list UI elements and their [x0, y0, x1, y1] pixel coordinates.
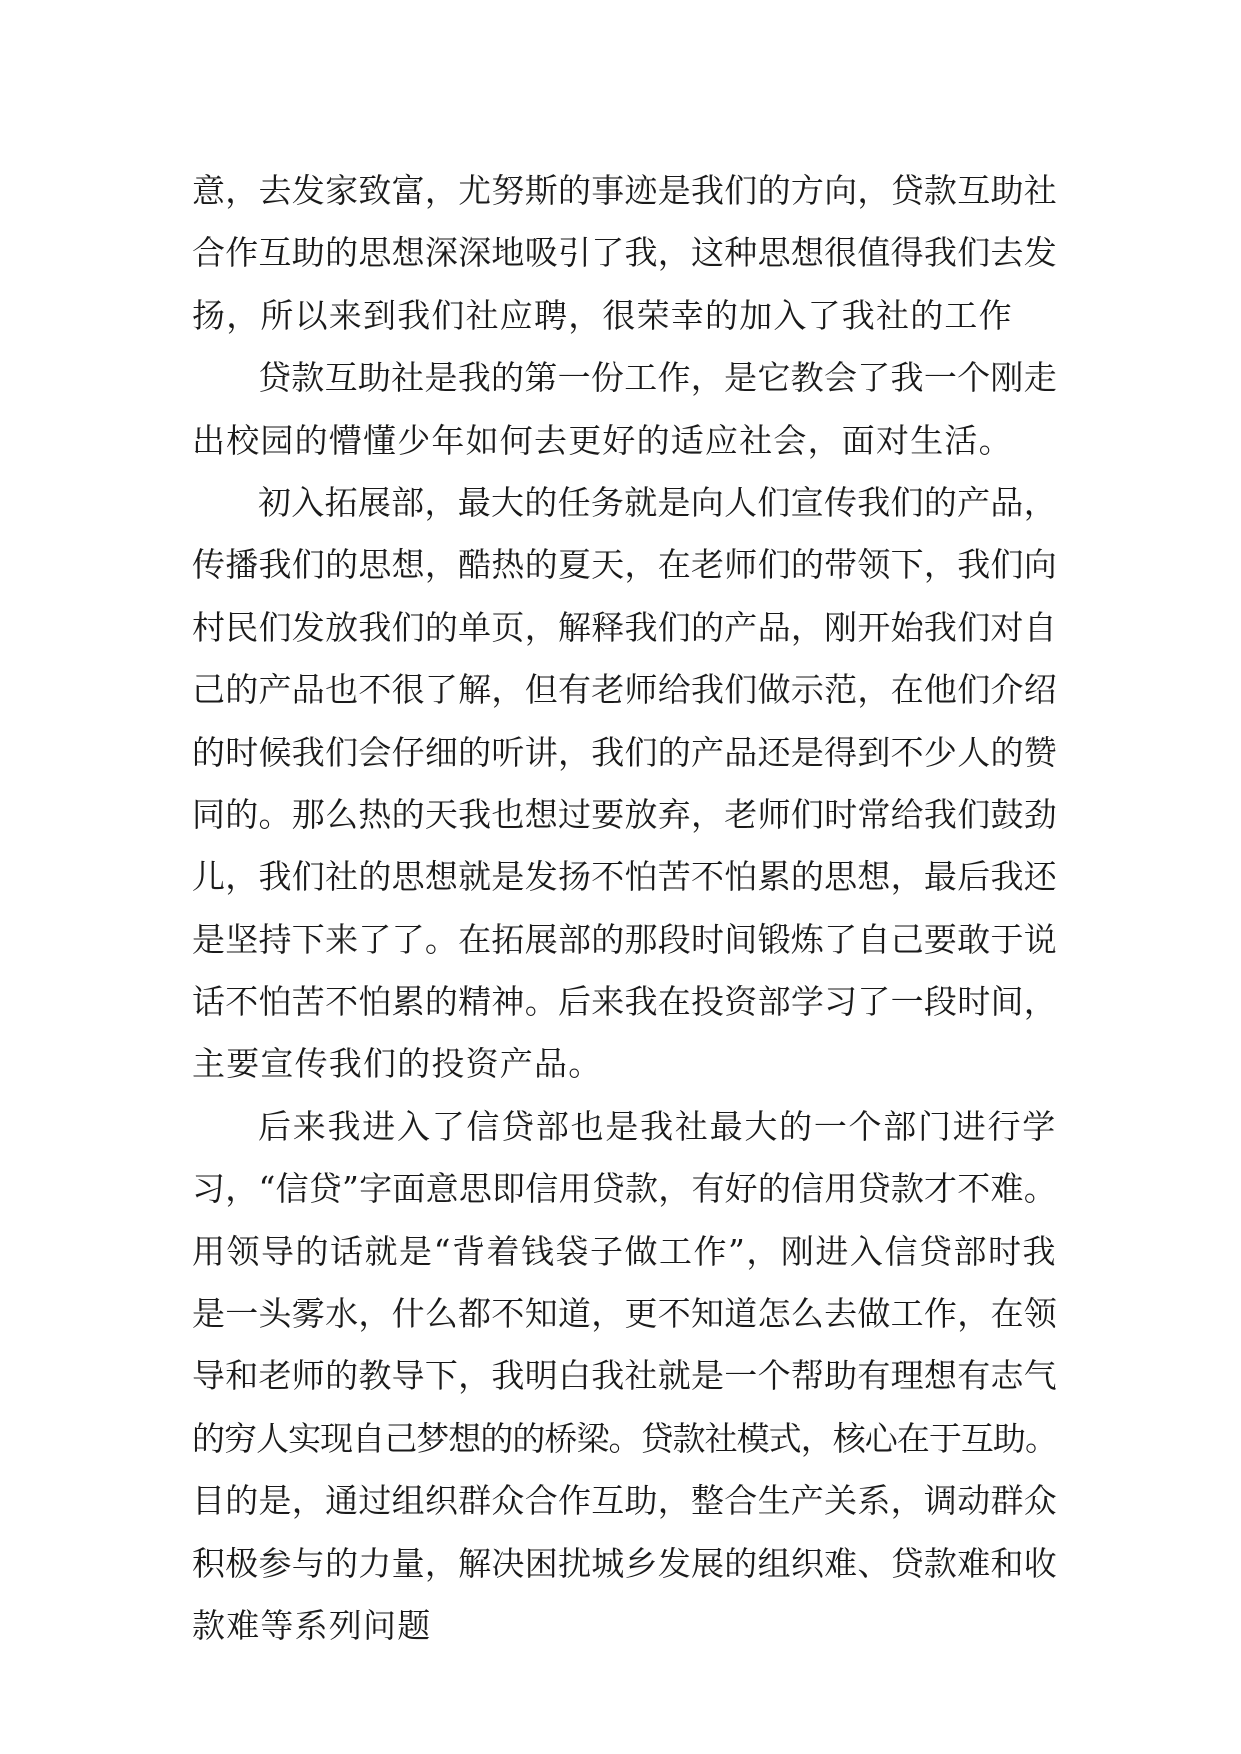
- text-line: 的穷人实现自己梦想的的桥梁。贷款社模式，核心在于互助。: [192, 1418, 1057, 1458]
- text-line: 话不怕苦不怕累的精神。后来我在投资部学习了一段时间，: [192, 982, 1057, 1022]
- text-line: 扬，所以来到我们社应聘，很荣幸的加入了我社的工作: [192, 295, 1013, 335]
- text-line: 是坚持下来了了。在拓展部的那段时间锻炼了自己要敢于说: [192, 919, 1057, 959]
- paragraph-first-line: 贷款互助社是我的第一份工作，是它教会了我一个刚走: [258, 358, 1057, 398]
- text-line: 目的是，通过组织群众合作互助，整合生产关系，调动群众: [192, 1481, 1057, 1521]
- text-line: 用领导的话就是“背着钱袋子做工作”，刚进入信贷部时我: [192, 1231, 1057, 1271]
- paragraph-first-line: 初入拓展部，最大的任务就是向人们宣传我们的产品，: [258, 482, 1057, 522]
- paragraph-first-line: 后来我进入了信贷部也是我社最大的一个部门进行学: [258, 1106, 1057, 1146]
- text-line: 导和老师的教导下，我明白我社就是一个帮助有理想有志气: [192, 1356, 1057, 1396]
- document-body: [192, 160, 1057, 1657]
- text-line: 的时候我们会仔细的听讲，我们的产品还是得到不少人的赞: [192, 732, 1057, 772]
- text-line: 是一头雾水，什么都不知道，更不知道怎么去做工作，在领: [192, 1294, 1057, 1334]
- text-line: 同的。那么热的天我也想过要放弃，老师们时常给我们鼓劲: [192, 794, 1057, 834]
- text-line: 儿，我们社的思想就是发扬不怕苦不怕累的思想，最后我还: [192, 857, 1057, 897]
- text-line: 积极参与的力量，解决困扰城乡发展的组织难、贷款难和收: [192, 1543, 1057, 1583]
- text-line: 主要宣传我们的投资产品。: [192, 1044, 603, 1084]
- text-line: 己的产品也不很了解，但有老师给我们做示范，在他们介绍: [192, 670, 1057, 710]
- text-line: 意，去发家致富，尤努斯的事迹是我们的方向，贷款互助社: [192, 171, 1057, 210]
- text-line: 村民们发放我们的单页，解释我们的产品，刚开始我们对自: [192, 607, 1057, 647]
- text-line: 出校园的懵懂少年如何去更好的适应社会，面对生活。: [192, 420, 1013, 460]
- text-line: 传播我们的思想，酷热的夏天，在老师们的带领下，我们向: [192, 545, 1057, 585]
- text-line: 款难等系列问题: [192, 1605, 432, 1645]
- text-line: 习，“信贷”字面意思即信用贷款，有好的信用贷款才不难。: [192, 1169, 1057, 1209]
- text-line: 合作互助的思想深深地吸引了我，这种思想很值得我们去发: [192, 233, 1057, 273]
